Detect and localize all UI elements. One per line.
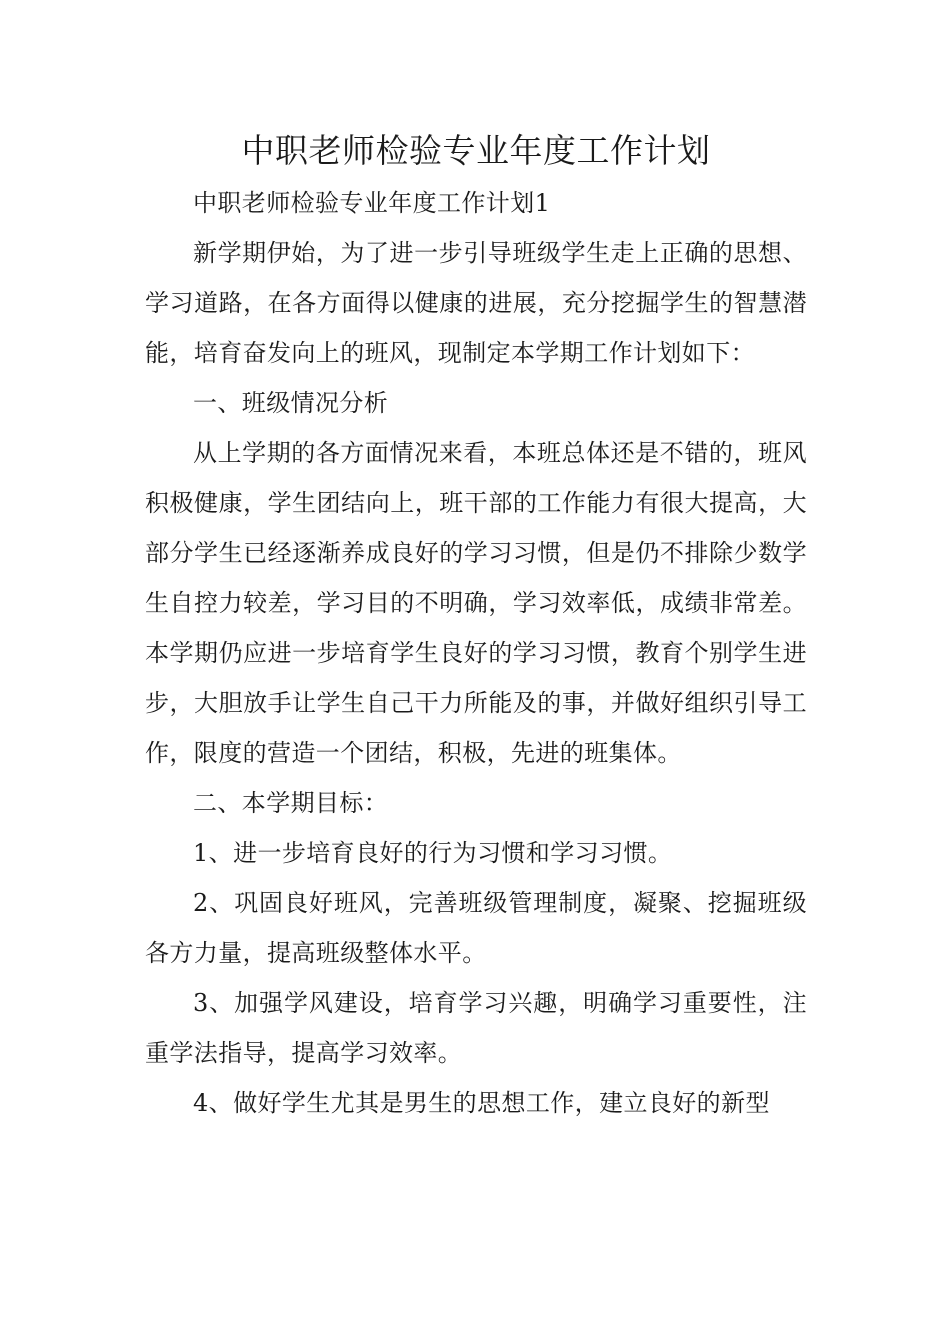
document-page: [145, 124, 807, 1128]
goal-item-2: 2、巩固良好班风，完善班级管理制度，凝聚、挖掘班级各方力量，提高班级整体水平。: [145, 889, 807, 967]
goal-item-4: 4、做好学生尤其是男生的思想工作，建立良好的新型: [193, 1089, 770, 1117]
goal-item-1: 1、进一步培育良好的行为习惯和学习习惯。: [193, 839, 673, 867]
section-heading-semester-goals: 二、本学期目标：: [193, 789, 389, 817]
goal-item-3: 3、加强学风建设，培育学习兴趣，明确学习重要性，注重学法指导，提高学习效率。: [145, 989, 807, 1067]
document-title: 中职老师检验专业年度工作计划: [241, 131, 711, 170]
section-heading-class-analysis: 一、班级情况分析: [193, 389, 389, 417]
class-analysis-paragraph: 从上学期的各方面情况来看，本班总体还是不错的，班风积极健康，学生团结向上，班干部的工作能力有很大提高，大部分学生已经逐渐养成良好的学习习惯，但是仍不排除少数学生自控力较差，学习目的不明确，学习效率低，成绩非常差。本学期仍应进一步培育学生良好的学习习惯，教育个别学生进步，大胆放手让学生自己干力所能及的事，并做好组织引导工作，限度的营造一个团结，积极，先进的班集体。: [145, 439, 807, 767]
intro-paragraph: 新学期伊始，为了进一步引导班级学生走上正确的思想、学习道路，在各方面得以健康的进展，充分挖掘学生的智慧潜能，培育奋发向上的班风，现制定本学期工作计划如下：: [145, 239, 807, 367]
subtitle-paragraph: 中职老师检验专业年度工作计划1: [193, 189, 551, 217]
